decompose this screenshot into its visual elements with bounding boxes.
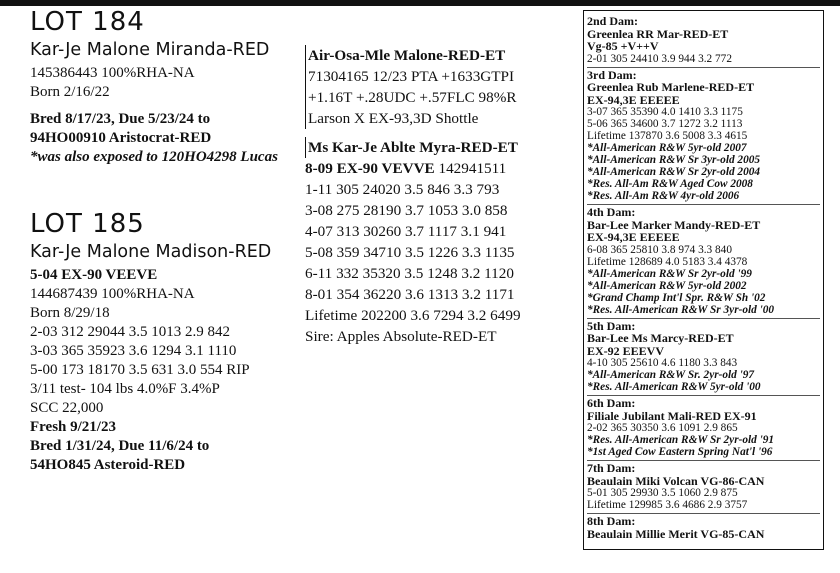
- pedigree-dam-classification: EX-94,3E EEEEE: [587, 92, 680, 107]
- pedigree-dam-award: *Res. All-Am R&W 4yr-old 2006: [587, 190, 740, 202]
- lot-184-title: LOT 184: [30, 7, 145, 37]
- pedigree-dam-record: Lifetime 129985 3.6 4686 2.9 3757: [587, 499, 748, 511]
- pedigree-dam-label: 2nd Dam:: [587, 14, 639, 28]
- pedigree-dam-record: 6-08 365 25810 3.8 974 3.3 840: [587, 243, 732, 256]
- sire-line: +1.16T +.28UDC +.57FLC 98%R: [308, 89, 517, 106]
- dam-classification: 8-09 EX-90 VEVVE: [305, 160, 435, 177]
- pedigree-dam-entry: [587, 396, 820, 461]
- dam-record: 4-07 313 30260 3.7 1117 3.1 941: [305, 223, 507, 240]
- pedigree-dam-name: Filiale Jubilant Mali-RED EX-91: [587, 408, 757, 423]
- pedigree-dam-award: *All-American R&W Sr. 2yr-old '97: [587, 369, 755, 381]
- pedigree-dam-classification: Vg-85 +V++V: [587, 39, 659, 53]
- lot-185-fresh: Fresh 9/21/23: [30, 419, 116, 435]
- pedigree-dam-award: *1st Aged Cow Eastern Spring Nat'l '96: [587, 446, 773, 458]
- pedigree-dam-label: 7th Dam:: [587, 461, 636, 475]
- sire-line: Larson X EX-93,3D Shottle: [308, 110, 479, 127]
- lot-184-block: [30, 8, 305, 167]
- lot-184-bred-line-1: Bred 8/17/23, Due 5/23/24 to: [30, 111, 211, 127]
- pedigree-dam-name: Beaulain Miki Volcan VG-86-CAN: [587, 473, 765, 488]
- pedigree-dam-name: Greenlea RR Mar-RED-ET: [587, 26, 729, 41]
- lot-185-record: 5-00 173 18170 3.5 631 3.0 554 RIP: [30, 362, 250, 378]
- pedigree-dam-entry: [587, 461, 820, 514]
- top-border-bar: [0, 0, 840, 6]
- lot-185-scc: SCC 22,000: [30, 400, 104, 416]
- dam-sire: Sire: Apples Absolute-RED-ET: [305, 328, 497, 345]
- pedigree-dam-record: 2-01 305 24410 3.9 944 3.2 772: [587, 52, 732, 65]
- dam-record: 6-11 332 35320 3.5 1248 3.2 1120: [305, 265, 514, 282]
- dam-record: 1-11 305 24020 3.5 846 3.3 793: [305, 181, 500, 198]
- lot-185-cow-name: Kar-Je Malone Madison-RED: [30, 242, 272, 262]
- pedigree-dam-name: Greenlea Rub Marlene-RED-ET: [587, 80, 755, 94]
- lot-185-classification: 5-04 EX-90 VEEVE: [30, 267, 158, 283]
- lot-185-title: LOT 185: [30, 209, 145, 239]
- pedigree-dam-award: *Grand Champ Int'l Spr. R&W Sh '02: [587, 291, 766, 304]
- pedigree-dam-entry: [587, 205, 820, 319]
- sire-line: 71304165 12/23 PTA +1633GTPI: [308, 68, 515, 85]
- pedigree-dam-award: *Res. All-American R&W Sr 2yr-old '91: [587, 434, 775, 446]
- pedigree-dam-award: *All-American R&W Sr 2yr-old 2004: [587, 166, 761, 178]
- lot-185-bred-line-2: 54HO845 Asteroid-RED: [30, 457, 186, 473]
- dam-id: 142941511: [438, 160, 507, 177]
- lot-184-id-line: 145386443 100%RHA-NA: [30, 65, 195, 81]
- pedigree-dam-entry: [587, 514, 820, 542]
- lot-185-born: Born 8/29/18: [30, 305, 110, 321]
- pedigree-dam-entry: [587, 14, 820, 68]
- lot-184-exposed-note: *was also exposed to 120HO4298 Lucas: [30, 149, 278, 165]
- pedigree-dam-label: 4th Dam:: [587, 205, 636, 219]
- pedigree-dam-classification: EX-92 EEEVV: [587, 343, 665, 358]
- pedigree-dam-record: 2-02 365 30350 3.6 1091 2.9 865: [587, 422, 738, 434]
- dam-lifetime: Lifetime 202200 3.6 7294 3.2 6499: [305, 307, 521, 324]
- dam-record: 3-08 275 28190 3.7 1053 3.0 858: [305, 202, 508, 219]
- pedigree-dam-record: 5-01 305 29930 3.5 1060 2.9 875: [587, 487, 738, 499]
- pedigree-dam-award: *All-American R&W Sr 2yr-old '99: [587, 267, 752, 280]
- pedigree-dam-award: *Res. All-American R&W Sr 3yr-old '00: [587, 303, 775, 316]
- pedigree-dam-label: 8th Dam:: [587, 514, 636, 528]
- dam-class-line: [305, 158, 575, 179]
- pedigree-dam-record: 5-06 365 34600 3.7 1272 3.2 1113: [587, 118, 743, 130]
- pedigree-dam-name: Bar-Lee Marker Mandy-RED-ET: [587, 217, 761, 232]
- pedigree-dam-award: *All-American R&W Sr 3yr-old 2005: [587, 154, 761, 166]
- pedigree-dam-entry: [587, 68, 820, 206]
- pedigree-dam-record: 3-07 365 35390 4.0 1410 3.3 1175: [587, 106, 743, 118]
- pedigree-dam-entry: [587, 319, 820, 397]
- lot-184-bred-line-2: 94HO00910 Aristocrat-RED: [30, 130, 212, 146]
- sire-dam-column: [305, 45, 575, 347]
- pedigree-dam-record: 4-10 305 25610 4.6 1180 3.3 843: [587, 357, 738, 369]
- lot-185-test-result: 3/11 test- 104 lbs 4.0%F 3.4%P: [30, 381, 220, 397]
- lot-184-born: Born 2/16/22: [30, 84, 110, 100]
- pedigree-dam-record: Lifetime 128689 4.0 5183 3.4 4378: [587, 255, 748, 268]
- lot-185-record: 2-03 312 29044 3.5 1013 2.9 842: [30, 324, 230, 340]
- pedigree-dam-name: Bar-Lee Ms Marcy-RED-ET: [587, 331, 734, 345]
- lot-185-record: 3-03 365 35923 3.6 1294 3.1 1110: [30, 343, 237, 359]
- pedigree-dam-award: *All-American R&W 5yr-old 2002: [587, 279, 747, 292]
- pedigree-dam-classification: EX-94,3E EEEEE: [587, 230, 680, 244]
- dam-record: 8-01 354 36220 3.6 1313 3.2 1171: [305, 286, 515, 303]
- lot-185-block: [30, 210, 305, 475]
- pedigree-dam-award: *Res. All-American R&W 5yr-old '00: [587, 381, 761, 393]
- sire-name: Air-Osa-Mle Malone-RED-ET: [308, 47, 506, 64]
- pedigree-dam-award: *All-American R&W 5yr-old 2007: [587, 142, 747, 154]
- pedigree-dam-label: 3rd Dam:: [587, 67, 637, 82]
- pedigree-dam-award: *Res. All-Am R&W Aged Cow 2008: [587, 178, 753, 190]
- pedigree-dam-label: 6th Dam:: [587, 396, 636, 410]
- lot-185-id-line: 144687439 100%RHA-NA: [30, 286, 195, 302]
- pedigree-dam-record: Lifetime 137870 3.6 5008 3.3 4615: [587, 130, 748, 142]
- lot-185-bred-line-1: Bred 1/31/24, Due 11/6/24 to: [30, 438, 210, 454]
- pedigree-dam-label: 5th Dam:: [587, 318, 636, 333]
- pedigree-box: [583, 10, 824, 550]
- lot-184-cow-name: Kar-Je Malone Miranda-RED: [30, 40, 270, 60]
- dam-name: Ms Kar-Je Ablte Myra-RED-ET: [305, 137, 575, 158]
- sire-block: [305, 45, 575, 129]
- dam-record: 5-08 359 34710 3.5 1226 3.3 1135: [305, 244, 515, 261]
- pedigree-dam-name: Beaulain Millie Merit VG-85-CAN: [587, 526, 765, 541]
